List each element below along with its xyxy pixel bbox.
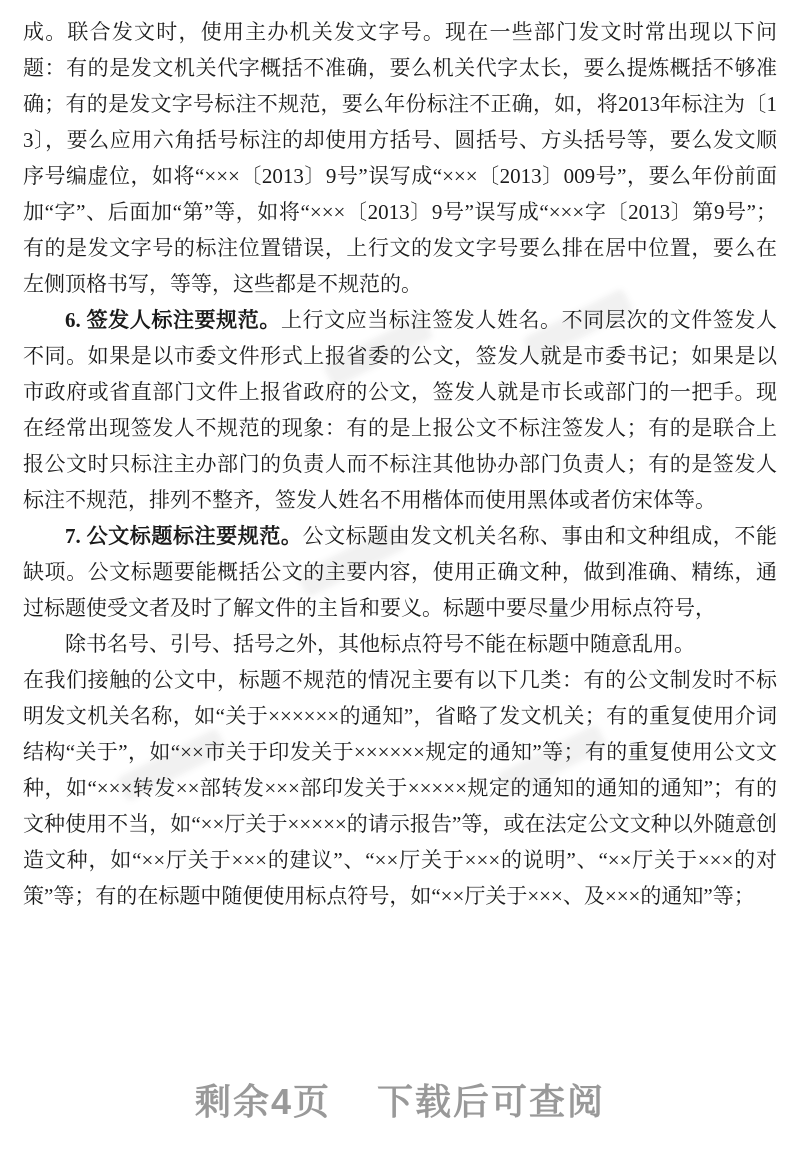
download-hint-label: 下载后可查阅 [377,1081,606,1122]
item6-body-text: 上行文应当标注签发人姓名。不同层次的文件签发人不同。如果是以市委文件形式上报省委的公文，签发人就是市委书记；如果是以市政府或省直部门文件上报省政府的公文，签发人就是市长或部门的一把手。现在经常出现签发人不规范的现象：有的是上报公文不标注签发人；有的是联合上报公文时只标注主办部门的负责人而不标注其他协办部门负责人；有的是签发人标注不规范，排列不整齐，签发人姓名不用楷体而使用黑体或者仿宋体等。 [23,308,777,512]
continuation-paragraph: 成。联合发文时，使用主办机关发文字号。现在一些部门发文时常出现以下问题：有的是发文机关代字概括不准确，要么机关代字太长，要么提炼概括不够准确；有的是发文字号标注不规范，要么年份标注不正确，如，将2013年标注为〔13〕，要么应用六角括号标注的却使用方括号、圆括号、方头括号等，要么发文顺序号编虚位，如将“×××〔2013〕9号”误写成“×××〔2013〕009号”，要么年份前面加“字”、后面加“第”等，如将“×××〔2013〕9号”误写成“×××字〔2013〕第9号”；有的是发文字号的标注位置错误，上行文的发文字号要么排在居中位置，要么在左侧顶格书写，等等，这些都是不规范的。 [23,20,777,296]
remaining-pages-label: 剩余4页 [194,1081,331,1122]
item7-heading: 7. 公文标题标注要规范。 [65,524,303,548]
item6-paragraph [23,302,777,518]
item7-paragraph [23,518,777,626]
item7-continued-paragraph: 在我们接触的公文中，标题不规范的情况主要有以下几类：有的公文制发时不标明发文机关名称，如“关于××××××的通知”，省略了发文机关；有的重复使用介词结构“关于”，如“××市关于印发关于××××××规定的通知”等；有的重复使用公文文种，如“×××转发××部转发×××部印发关于×××××规定的通知的通知的通知”；有的文种使用不当，如“××厅关于×××××的请示报告”等，或在法定公文文种以外随意创造文种，如“××厅关于×××的建议”、“××厅关于×××的说明”、“××厅关于×××的对策”等；有的在标题中随便使用标点符号，如“××厅关于×××、及×××的通知”等； [23,668,777,908]
page-footer [0,1074,800,1125]
item6-heading: 6. 签发人标注要规范。 [65,308,281,332]
item7-note-line: 除书名号、引号、括号之外，其他标点符号不能在标题中随意乱用。 [65,632,695,656]
item7-body-text: 公文标题由发文机关名称、事由和文种组成，不能缺项。公文标题要能概括公文的主要内容，使用正确文种，做到准确、精练，通过标题使受文者及时了解文件的主旨和要义。标题中要尽量少用标点符号， [23,524,777,620]
